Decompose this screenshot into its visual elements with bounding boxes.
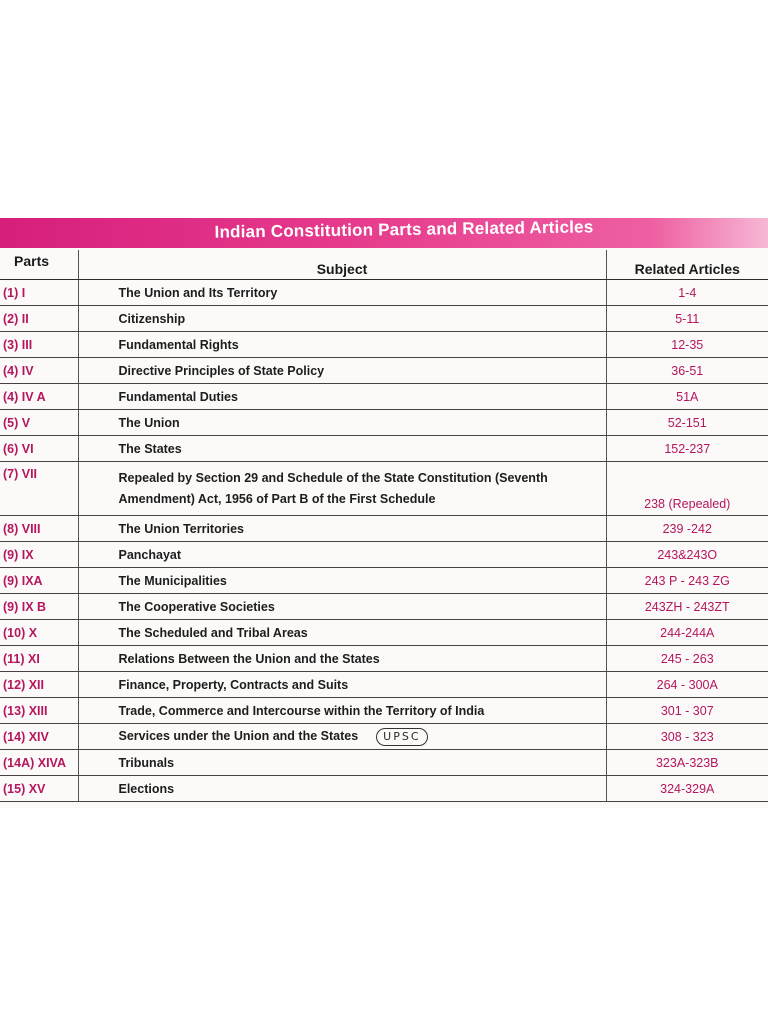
subject-cell: The Union and Its Territory <box>78 280 606 306</box>
subject-cell: Trade, Commerce and Intercourse within the Territory of India <box>78 698 606 724</box>
subject-cell: The Union Territories <box>78 516 606 542</box>
table-row <box>0 594 768 620</box>
table-row <box>0 646 768 672</box>
part-cell: (7) VII <box>0 462 78 516</box>
header-subject: Subject <box>78 250 606 280</box>
subject-cell: The Scheduled and Tribal Areas <box>78 620 606 646</box>
header-related-articles: Related Articles <box>606 250 768 280</box>
articles-cell: 244-244A <box>606 620 768 646</box>
part-cell: (9) IX B <box>0 594 78 620</box>
table-row <box>0 306 768 332</box>
part-cell: (6) VI <box>0 436 78 462</box>
part-cell: (4) IV <box>0 358 78 384</box>
part-cell: (2) II <box>0 306 78 332</box>
articles-cell: 5-11 <box>606 306 768 332</box>
articles-cell: 152-237 <box>606 436 768 462</box>
articles-cell: 12-35 <box>606 332 768 358</box>
articles-cell: 308 - 323 <box>606 724 768 750</box>
table-row <box>0 620 768 646</box>
table-row <box>0 280 768 306</box>
subject-cell: Fundamental Rights <box>78 332 606 358</box>
articles-cell: 243 P - 243 ZG <box>606 568 768 594</box>
subject-cell: Finance, Property, Contracts and Suits <box>78 672 606 698</box>
table-row <box>0 332 768 358</box>
part-cell: (14A) XIVA <box>0 750 78 776</box>
part-cell: (10) X <box>0 620 78 646</box>
articles-cell: 243&243O <box>606 542 768 568</box>
table-header-row <box>0 250 768 280</box>
table-row <box>0 672 768 698</box>
articles-cell: 52-151 <box>606 410 768 436</box>
part-cell: (1) I <box>0 280 78 306</box>
table-row <box>0 568 768 594</box>
subject-cell: The Union <box>78 410 606 436</box>
subject-cell: Fundamental Duties <box>78 384 606 410</box>
part-cell: (3) III <box>0 332 78 358</box>
articles-cell: 238 (Repealed) <box>606 462 768 516</box>
subject-text: Services under the Union and the States <box>118 728 359 743</box>
part-cell: (12) XII <box>0 672 78 698</box>
articles-cell: 1-4 <box>606 280 768 306</box>
subject-cell: The States <box>78 436 606 462</box>
table-row <box>0 516 768 542</box>
parts-table <box>0 250 768 802</box>
part-cell: (4) IV A <box>0 384 78 410</box>
articles-cell: 323A-323B <box>606 750 768 776</box>
part-cell: (9) IXA <box>0 568 78 594</box>
part-cell: (5) V <box>0 410 78 436</box>
table-row <box>0 724 768 750</box>
part-cell: (15) XV <box>0 776 78 802</box>
articles-cell: 324-329A <box>606 776 768 802</box>
table-row <box>0 776 768 802</box>
handwritten-note: UPSC <box>376 728 427 746</box>
subject-cell: The Cooperative Societies <box>78 594 606 620</box>
header-parts: Parts <box>0 250 78 280</box>
subject-cell: Citizenship <box>78 306 606 332</box>
articles-cell: 51A <box>606 384 768 410</box>
table-row <box>0 698 768 724</box>
table-row <box>0 436 768 462</box>
table-row <box>0 542 768 568</box>
page-title: Indian Constitution Parts and Related Articles <box>214 217 594 242</box>
subject-cell: Elections <box>78 776 606 802</box>
articles-cell: 264 - 300A <box>606 672 768 698</box>
subject-cell: The Municipalities <box>78 568 606 594</box>
subject-cell <box>78 724 606 750</box>
part-cell: (13) XIII <box>0 698 78 724</box>
articles-cell: 301 - 307 <box>606 698 768 724</box>
table-row <box>0 750 768 776</box>
articles-cell: 245 - 263 <box>606 646 768 672</box>
articles-cell: 243ZH - 243ZT <box>606 594 768 620</box>
articles-cell: 239 -242 <box>606 516 768 542</box>
part-cell: (11) XI <box>0 646 78 672</box>
subject-cell: Tribunals <box>78 750 606 776</box>
table-row <box>0 462 768 516</box>
table-row <box>0 358 768 384</box>
part-cell: (8) VIII <box>0 516 78 542</box>
subject-cell: Repealed by Section 29 and Schedule of the State Constitution (Seventh Amendment) Act, 1956 of Part B of the First Schedule <box>78 462 606 516</box>
subject-cell: Relations Between the Union and the States <box>78 646 606 672</box>
table-row <box>0 410 768 436</box>
part-cell: (14) XIV <box>0 724 78 750</box>
table-row <box>0 384 768 410</box>
subject-cell: Panchayat <box>78 542 606 568</box>
part-cell: (9) IX <box>0 542 78 568</box>
articles-cell: 36-51 <box>606 358 768 384</box>
subject-cell: Directive Principles of State Policy <box>78 358 606 384</box>
